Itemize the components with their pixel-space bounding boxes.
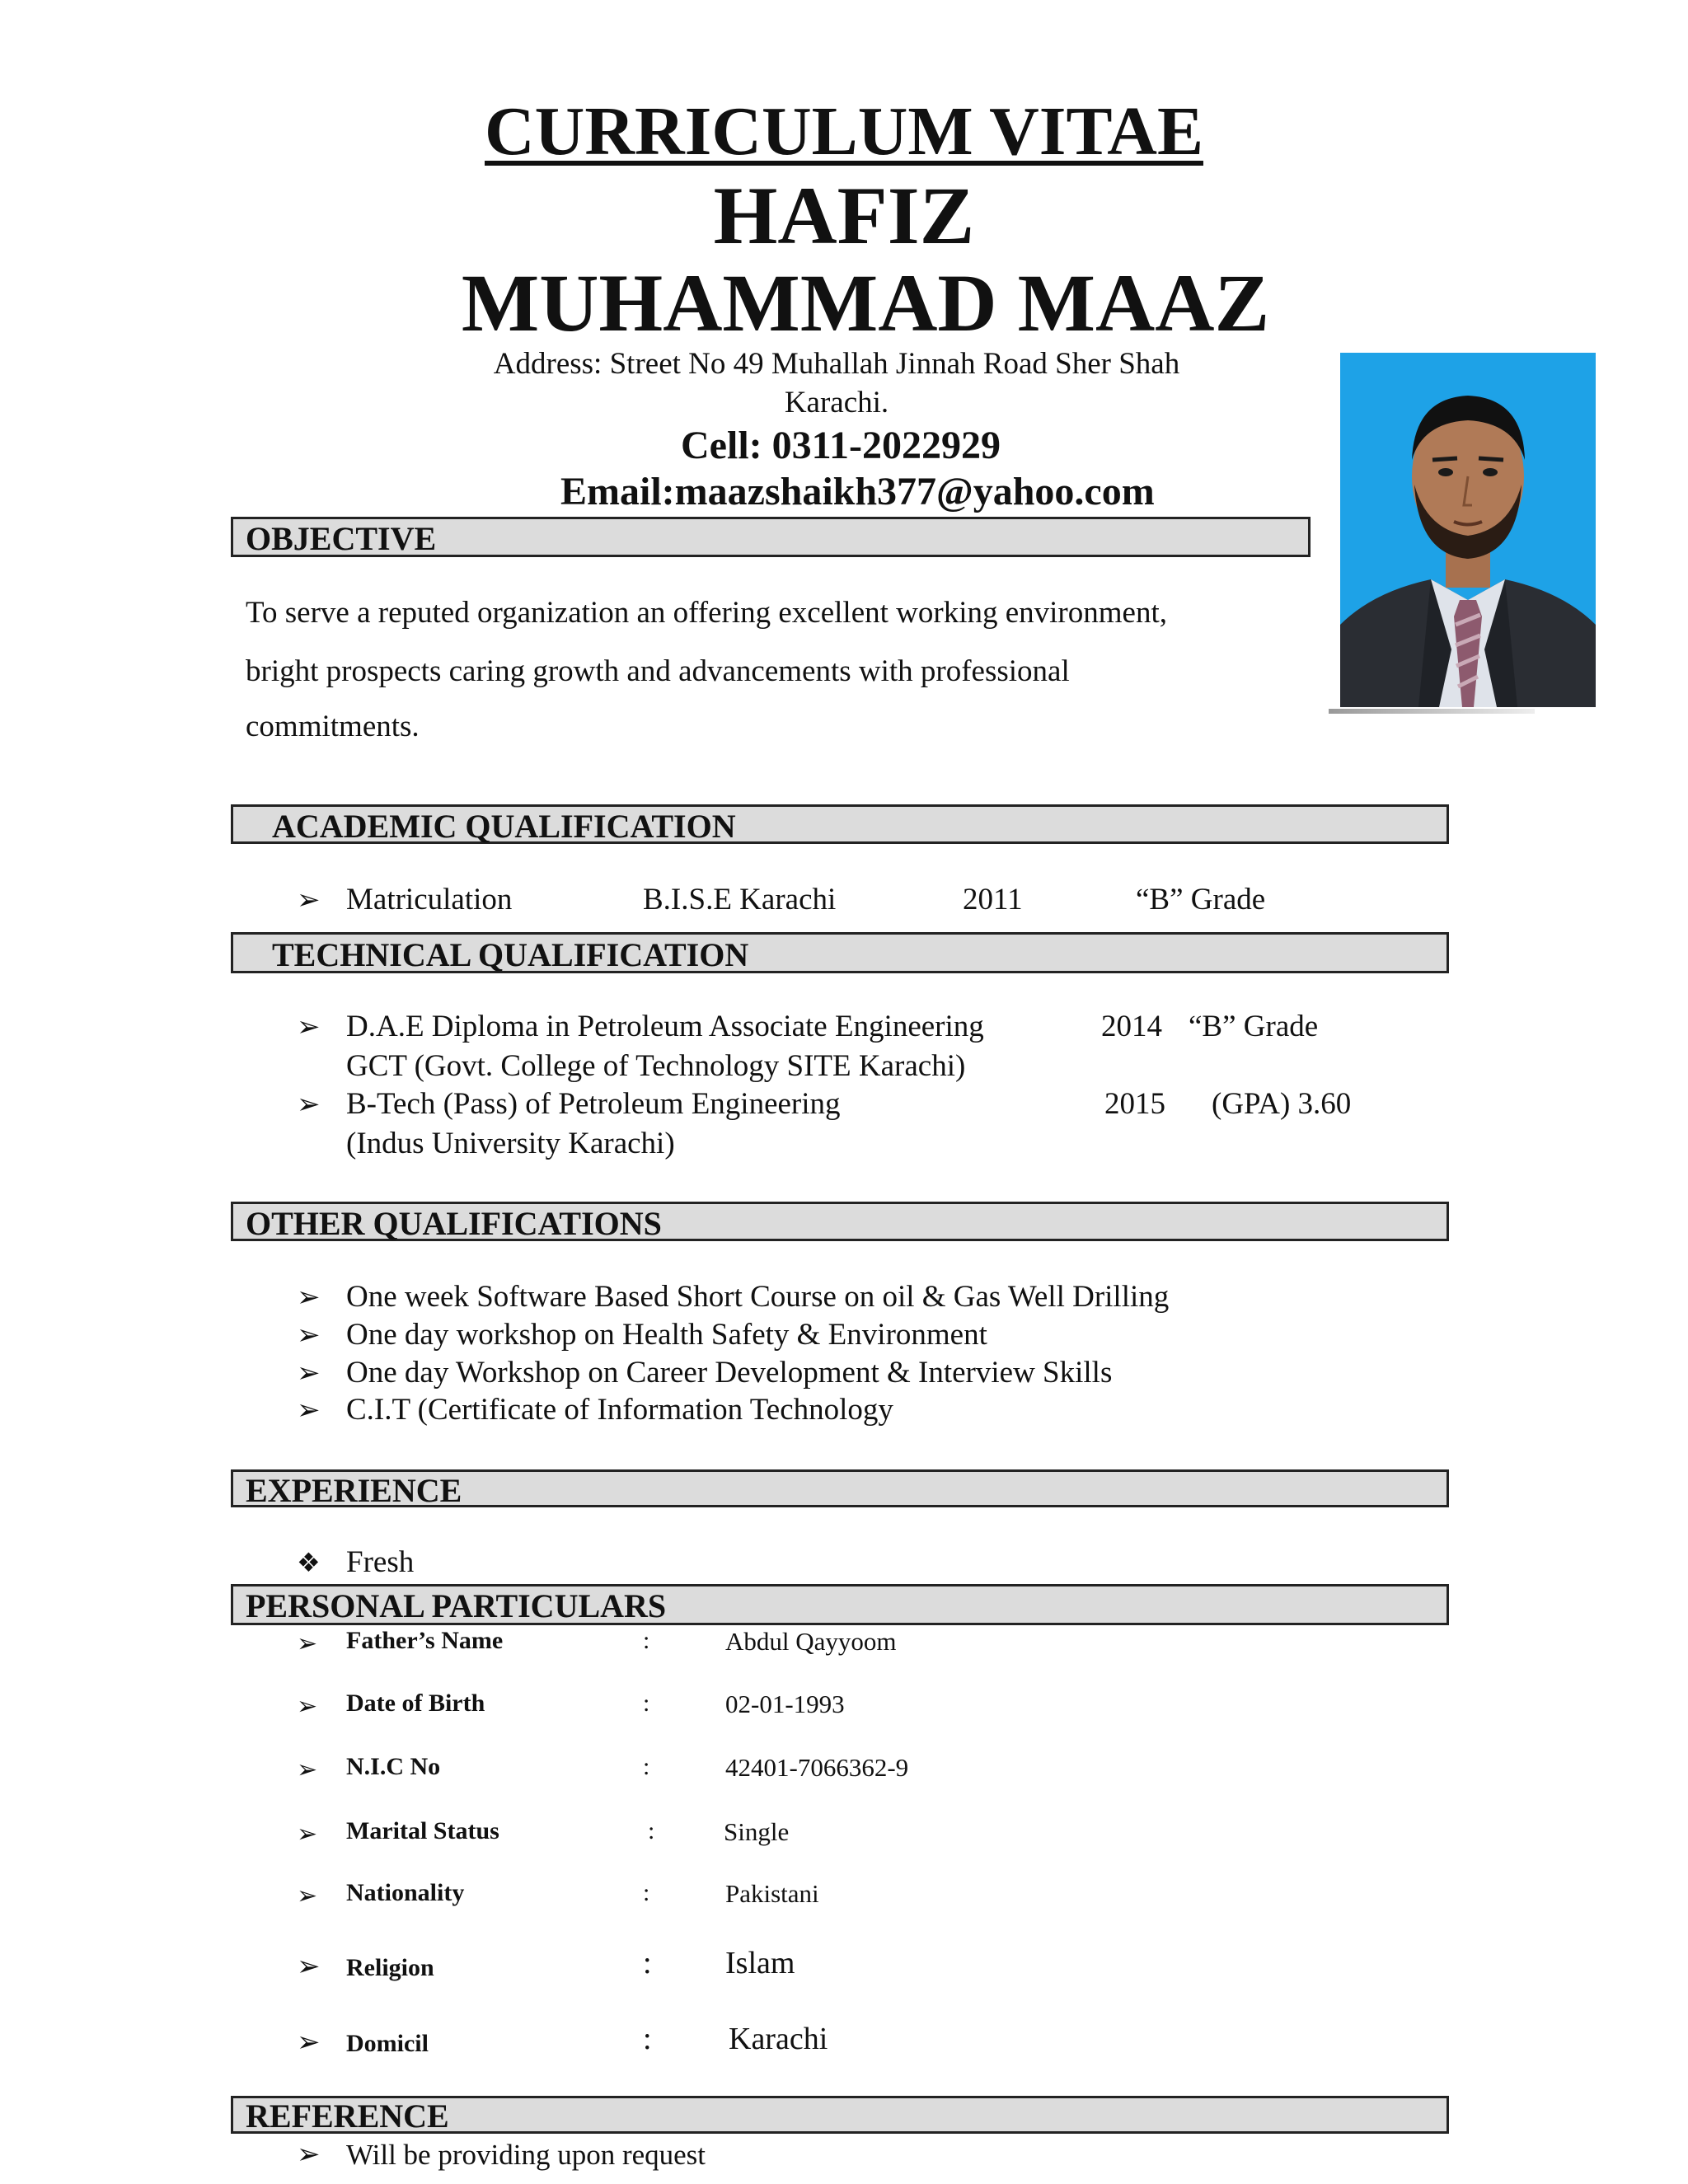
other-item-2: One day workshop on Health Safety & Environment xyxy=(346,1318,987,1352)
photo-shadow xyxy=(1329,709,1535,714)
personal-label-marital: Marital Status xyxy=(346,1817,499,1844)
personal-label-religion: Religion xyxy=(346,1954,434,1981)
personal-label-dob: Date of Birth xyxy=(346,1690,485,1717)
academic-board: B.I.S.E Karachi xyxy=(643,883,837,916)
technical-item-1-line-2: GCT (Govt. College of Technology SITE Karachi) xyxy=(346,1049,966,1083)
personal-label-nic: N.I.C No xyxy=(346,1753,441,1780)
technical-item-1-year: 2014 xyxy=(1101,1010,1162,1043)
other-heading: OTHER QUALIFICATIONS xyxy=(246,1205,662,1242)
personal-value-marital: Single xyxy=(724,1817,790,1846)
arrow-bullet-icon: ➢ xyxy=(297,1882,318,1910)
academic-grade: “B” Grade xyxy=(1136,883,1266,916)
objective-line-3: commitments. xyxy=(246,710,420,743)
arrow-bullet-icon: ➢ xyxy=(297,2139,321,2170)
personal-colon: : xyxy=(643,1946,652,1980)
profile-photo-illustration xyxy=(1340,353,1596,707)
technical-item-2-year: 2015 xyxy=(1104,1087,1165,1121)
objective-heading: OBJECTIVE xyxy=(246,520,437,557)
reference-item-1: Will be providing upon request xyxy=(346,2139,706,2171)
personal-colon: : xyxy=(643,1753,650,1780)
personal-value-nationality: Pakistani xyxy=(725,1879,819,1908)
cell-number: Cell: 0311-2022929 xyxy=(681,424,1001,467)
arrow-bullet-icon: ➢ xyxy=(297,885,321,916)
profile-photo xyxy=(1340,353,1596,707)
personal-colon: : xyxy=(643,2022,652,2056)
arrow-bullet-icon: ➢ xyxy=(297,1693,318,1720)
arrow-bullet-icon: ➢ xyxy=(297,1012,321,1043)
personal-colon: : xyxy=(643,1627,650,1654)
academic-heading: ACADEMIC QUALIFICATION xyxy=(272,808,736,845)
arrow-bullet-icon: ➢ xyxy=(297,1952,321,1982)
arrow-bullet-icon: ➢ xyxy=(297,2027,321,2058)
address-line-2: Karachi. xyxy=(784,386,889,419)
other-item-3: One day Workshop on Career Development & Interview Skills xyxy=(346,1356,1113,1390)
academic-degree: Matriculation xyxy=(346,883,513,916)
technical-item-2-line-2: (Indus University Karachi) xyxy=(346,1127,675,1160)
personal-value-religion: Islam xyxy=(725,1946,795,1980)
cv-title-text: CURRICULUM VITAE xyxy=(485,93,1203,170)
personal-label-nationality: Nationality xyxy=(346,1879,465,1906)
personal-colon: : xyxy=(648,1817,655,1844)
technical-item-1-result: “B” Grade xyxy=(1189,1010,1319,1043)
personal-colon: : xyxy=(643,1879,650,1906)
technical-item-2-result: (GPA) 3.60 xyxy=(1212,1087,1352,1121)
other-item-1: One week Software Based Short Course on oil & Gas Well Drilling xyxy=(346,1280,1170,1314)
technical-item-1-line-1: D.A.E Diploma in Petroleum Associate Engineering xyxy=(346,1010,984,1043)
personal-value-domicil: Karachi xyxy=(729,2022,828,2056)
reference-heading: REFERENCE xyxy=(246,2097,449,2135)
personal-label-father: Father’s Name xyxy=(346,1627,504,1654)
objective-line-2: bright prospects caring growth and advancements with professional xyxy=(246,654,1070,688)
name-first-line: HAFIZ xyxy=(713,170,975,261)
name-second-line: MUHAMMAD MAAZ xyxy=(461,257,1270,349)
arrow-bullet-icon: ➢ xyxy=(297,1395,321,1426)
personal-heading: PERSONAL PARTICULARS xyxy=(246,1587,667,1624)
arrow-bullet-icon: ➢ xyxy=(297,1756,318,1783)
personal-value-nic: 42401-7066362-9 xyxy=(725,1753,909,1782)
experience-heading: EXPERIENCE xyxy=(246,1472,462,1509)
personal-value-father: Abdul Qayyoom xyxy=(725,1627,897,1656)
arrow-bullet-icon: ➢ xyxy=(297,1090,321,1120)
academic-year: 2011 xyxy=(963,883,1023,916)
cv-title xyxy=(0,93,1688,170)
arrow-bullet-icon: ➢ xyxy=(297,1282,321,1313)
personal-colon: : xyxy=(643,1690,650,1717)
experience-item-1: Fresh xyxy=(346,1545,415,1579)
arrow-bullet-icon: ➢ xyxy=(297,1320,321,1351)
objective-line-1: To serve a reputed organization an offering excellent working environment, xyxy=(246,596,1167,630)
technical-heading: TECHNICAL QUALIFICATION xyxy=(272,936,749,973)
arrow-bullet-icon: ➢ xyxy=(297,1630,318,1657)
other-item-4: C.I.T (Certificate of Information Technology xyxy=(346,1393,893,1427)
personal-label-domicil: Domicil xyxy=(346,2030,429,2057)
arrow-bullet-icon: ➢ xyxy=(297,1821,318,1848)
technical-item-2-line-1: B-Tech (Pass) of Petroleum Engineering xyxy=(346,1087,841,1121)
diamond-bullet-icon: ❖ xyxy=(297,1548,321,1577)
email-address: Email:maazshaikh377@yahoo.com xyxy=(560,470,1155,513)
address-line-1: Address: Street No 49 Muhallah Jinnah Road Sher Shah xyxy=(493,347,1180,381)
personal-value-dob: 02-01-1993 xyxy=(725,1690,845,1718)
arrow-bullet-icon: ➢ xyxy=(297,1358,321,1389)
